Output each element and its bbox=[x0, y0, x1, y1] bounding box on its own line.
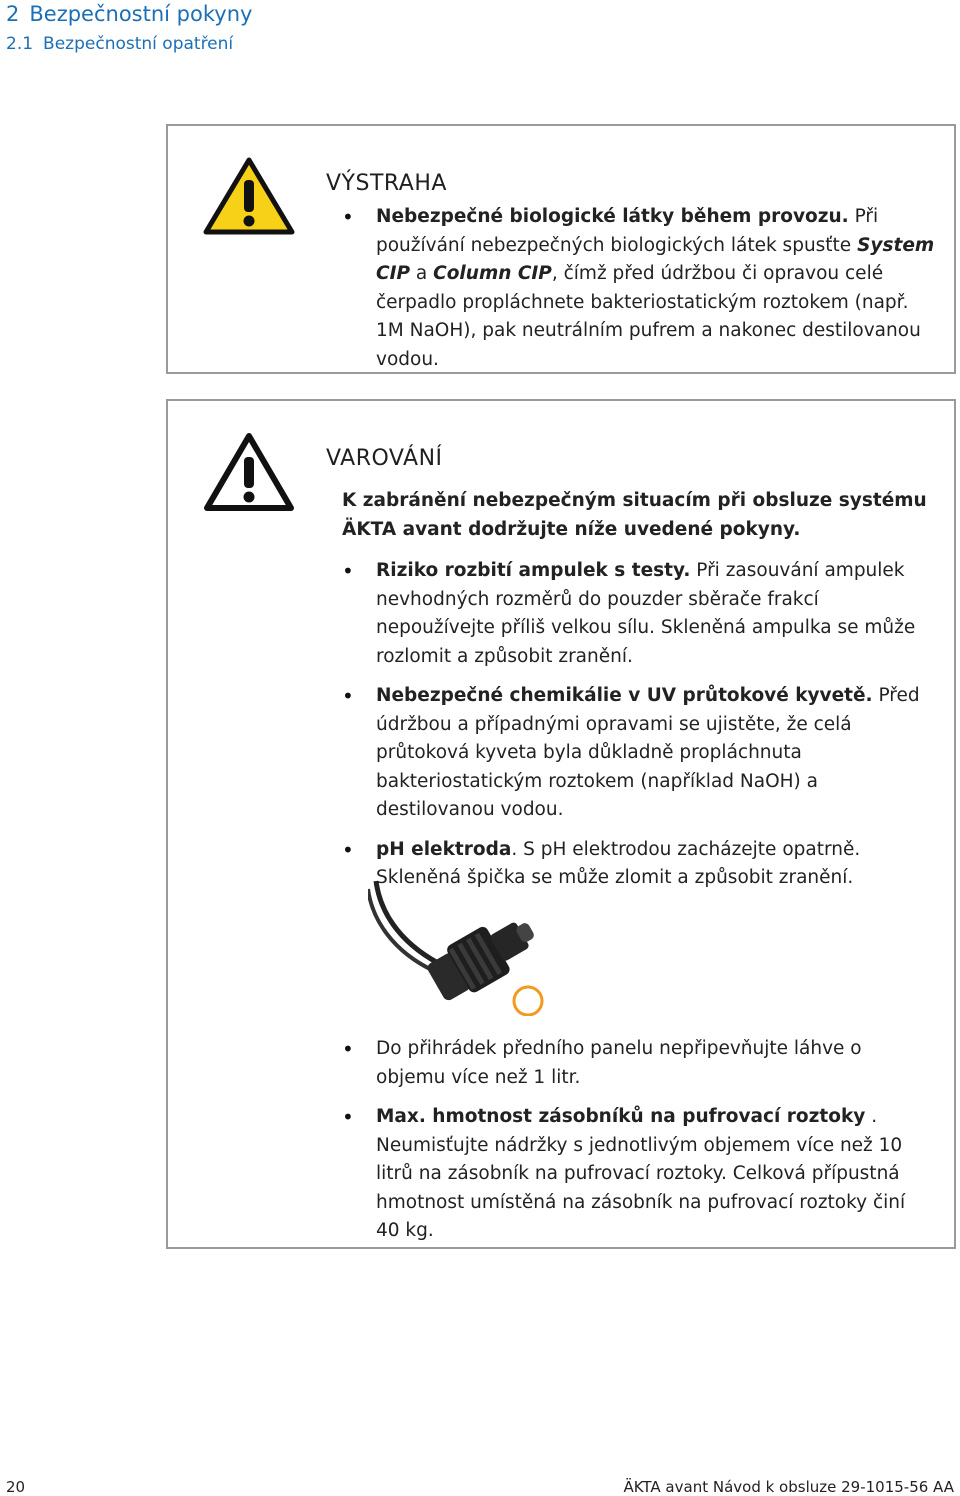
caution-triangle-icon bbox=[202, 431, 296, 513]
list-item bbox=[342, 1103, 934, 1246]
item-italic: Column CIP bbox=[433, 263, 552, 284]
item-italic: System CIP bbox=[376, 234, 935, 284]
section-number: 2.1 bbox=[6, 34, 34, 54]
item-text: a bbox=[410, 263, 434, 284]
section-heading bbox=[6, 34, 243, 54]
chapter-title: Bezpečnostní pokyny bbox=[29, 2, 253, 26]
caution-list-bottom bbox=[342, 1035, 934, 1246]
item-bold-lead: pH elektroda bbox=[376, 838, 512, 860]
document-title: ÄKTA avant Návod k obsluze 29-1015-56 AA bbox=[623, 1478, 954, 1496]
caution-box bbox=[166, 399, 956, 1249]
caution-lead-text: K zabránění nebezpečným situacím při obsluze systému ÄKTA avant dodržujte níže uvedené pokyny. bbox=[342, 490, 927, 540]
warning-list bbox=[342, 203, 942, 374]
item-text: Při zasouvání ampulek nevhodných rozměrů do pouzder sběrače frakcí nepoužívejte příliš velkou sílu. Skleněná ampulka se může rozlomit a způsobit zranění. bbox=[376, 560, 916, 667]
caution-title: VAROVÁNÍ bbox=[326, 446, 443, 471]
ph-electrode-image bbox=[368, 881, 558, 1016]
item-bold-lead: Nebezpečné chemikálie v UV průtokové kyvetě. bbox=[376, 685, 873, 706]
chapter-heading bbox=[6, 2, 262, 26]
list-item bbox=[342, 557, 934, 671]
list-item bbox=[342, 203, 942, 374]
item-text: , čímž před údržbou či opravou celé čerpadlo propláchnete bakteriostatickým roztokem (např. 1M NaOH), pak neutrálním pufrem a nakonec destilovanou vodou. bbox=[376, 263, 921, 370]
item-text: . Neumisťujte nádržky s jednotlivým objemem více než 10 litrů na zásobník na pufrovací roztoky. Celková přípustná hmotnost umístěná na zásobník na pufrovací roztoky činí 40 kg. bbox=[376, 1106, 906, 1241]
section-title: Bezpečnostní opatření bbox=[43, 34, 234, 54]
item-bold-lead: Riziko rozbití ampulek s testy. bbox=[376, 560, 691, 581]
item-text: Před údržbou a případnými opravami se ujistěte, že celá průtoková kyveta byla důkladně propláchnuta bakteriostatickým roztokem (například NaOH) a destilovanou vodou. bbox=[376, 685, 920, 820]
caution-list-top bbox=[342, 557, 934, 893]
chapter-number: 2 bbox=[6, 2, 20, 26]
page-number: 20 bbox=[6, 1478, 26, 1496]
warning-box bbox=[166, 124, 956, 374]
list-item bbox=[342, 1035, 934, 1092]
item-bold-lead: Nebezpečné biologické látky během provozu. bbox=[376, 206, 849, 227]
item-text: . S pH elektrodou zacházejte opatrně. Skleněná špička se může zlomit a způsobit zranění. bbox=[376, 838, 861, 888]
item-bold-lead: Max. hmotnost zásobníků na pufrovací roztoky bbox=[376, 1106, 866, 1127]
item-text: Do přihrádek předního panelu nepřipevňujte láhve o objemu více než 1 litr. bbox=[376, 1038, 862, 1088]
item-text: Při používání nebezpečných biologických látek spusťte bbox=[376, 206, 879, 256]
list-item bbox=[342, 682, 934, 825]
warning-title: VÝSTRAHA bbox=[326, 171, 447, 196]
warning-triangle-icon bbox=[202, 156, 296, 236]
